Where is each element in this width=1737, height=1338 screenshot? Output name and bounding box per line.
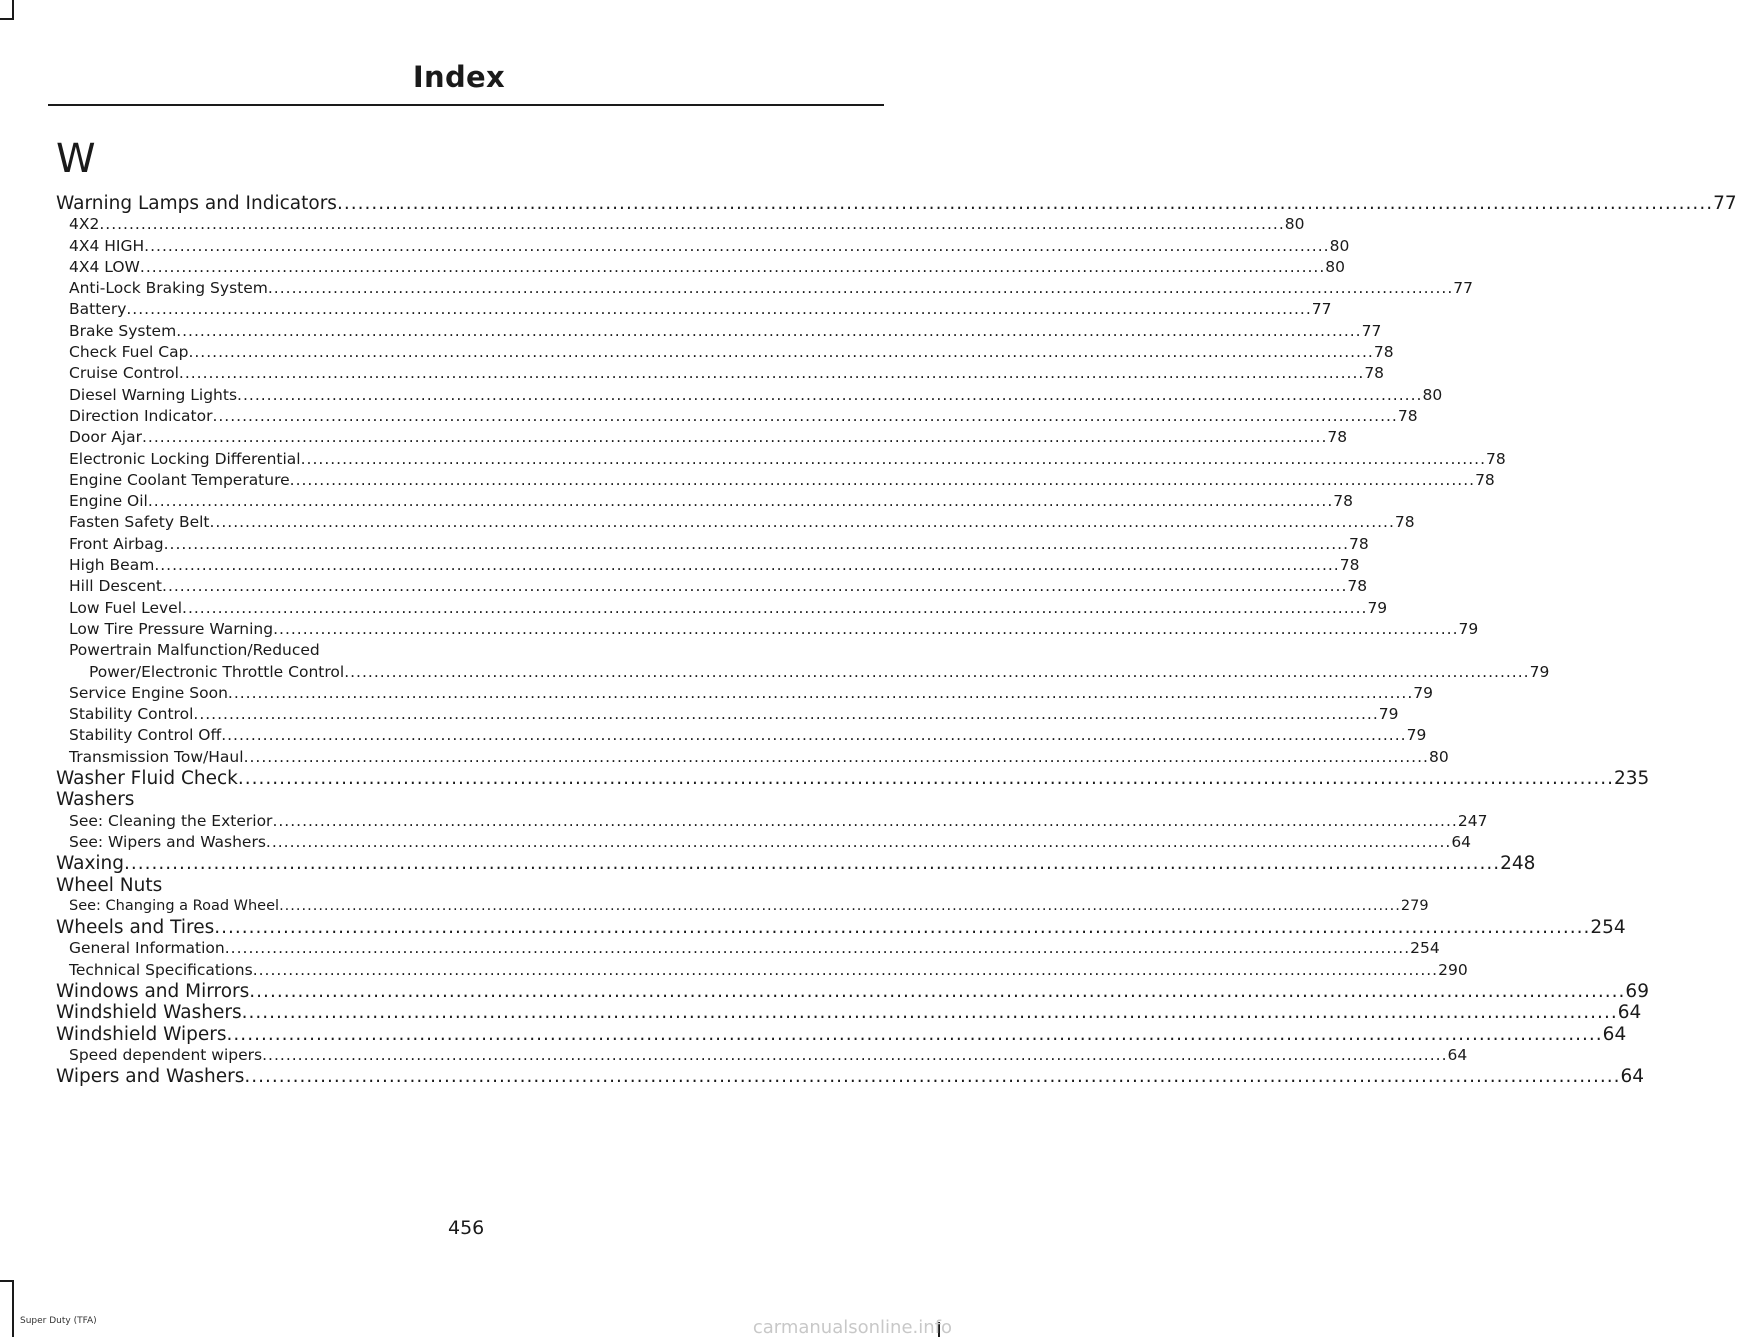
page-title: Index xyxy=(412,60,505,94)
index-entry xyxy=(56,512,1415,533)
dot-leader: ........................................................................................................................................................................................................ xyxy=(252,960,1439,979)
entry-term: Wipers and Washers xyxy=(56,1066,245,1088)
dot-leader: ........................................................................................................................................................................................................ xyxy=(99,215,1285,234)
entry-term: Hill Descent xyxy=(69,577,163,596)
index-entry xyxy=(56,832,1472,853)
entry-page[interactable]: 78 xyxy=(1333,492,1354,511)
entry-term: Warning Lamps and Indicators xyxy=(56,193,337,214)
entry-page[interactable]: 290 xyxy=(1438,960,1468,979)
index-entry xyxy=(56,342,1394,363)
entry-term: Front Airbag xyxy=(69,534,164,553)
dot-leader: ........................................................................................................................................................................................................ xyxy=(162,577,1348,596)
entry-term: Door Ajar xyxy=(69,428,142,447)
dot-leader: ........................................................................................................................................................................................................ xyxy=(139,257,1326,276)
entry-term: See: Changing a Road Wheel xyxy=(69,897,280,914)
entry-page[interactable]: 77 xyxy=(1311,300,1332,319)
entry-page[interactable]: 78 xyxy=(1339,556,1360,575)
index-entry xyxy=(56,789,445,810)
dot-leader: ........................................................................................................................................................................................................ xyxy=(243,747,1429,766)
entry-page[interactable]: 79 xyxy=(1378,705,1399,724)
index-entry xyxy=(56,640,445,661)
dot-leader: ........................................................................................................................................................................................................ xyxy=(289,470,1476,489)
dot-leader: ........................................................................................................................................................................................................ xyxy=(193,705,1379,724)
entry-page[interactable]: 64 xyxy=(1447,1045,1468,1064)
entry-term: High Beam xyxy=(69,556,155,575)
entry-term: General Information xyxy=(69,939,225,958)
index-entry xyxy=(56,1023,1627,1045)
dot-leader: ........................................................................................................................................................................................................ xyxy=(154,556,1340,575)
index-entry xyxy=(56,257,1346,278)
entry-page[interactable]: 64 xyxy=(1617,1002,1642,1024)
index-entry xyxy=(56,768,1650,790)
entry-page[interactable]: 78 xyxy=(1347,577,1368,596)
dot-leader: ........................................................................................................................................................................................................ xyxy=(182,598,1368,617)
index-entry xyxy=(56,960,1468,981)
dot-leader: ........................................................................................................................................................................................................ xyxy=(227,683,1414,702)
index-entry xyxy=(56,1066,1645,1088)
index-entry xyxy=(56,598,1388,619)
dot-leader: ........................................................................................................................................................................................................ xyxy=(262,1045,1448,1064)
entry-page[interactable]: 78 xyxy=(1364,364,1385,383)
entry-page[interactable]: 235 xyxy=(1613,768,1650,790)
entry-page[interactable]: 79 xyxy=(1529,662,1550,681)
entry-page[interactable]: 254 xyxy=(1590,917,1626,939)
dot-leader: ........................................................................................................................................................................................................ xyxy=(163,534,1349,553)
entry-page[interactable]: 78 xyxy=(1327,428,1348,447)
index-entry xyxy=(56,385,1443,406)
entry-term: Technical Specifications xyxy=(69,960,253,979)
entry-term: Low Tire Pressure Warning xyxy=(69,619,274,638)
dot-leader: ........................................................................................................................................................................................................ xyxy=(144,236,1330,255)
entry-page[interactable]: 78 xyxy=(1397,406,1418,425)
index-entries xyxy=(56,193,1737,1088)
entry-page[interactable]: 78 xyxy=(1486,449,1506,468)
entry-term: Windshield Washers xyxy=(56,1002,242,1024)
dot-leader: ........................................................................................................................................................................................................ xyxy=(176,321,1362,340)
entry-term: Waxing xyxy=(56,853,125,875)
dot-leader: ........................................................................................................................................................................................................ xyxy=(221,726,1407,745)
entry-term: Electronic Locking Differential xyxy=(69,449,301,468)
entry-page[interactable]: 77 xyxy=(1713,193,1737,214)
index-entry xyxy=(56,278,1473,299)
entry-page[interactable]: 80 xyxy=(1284,215,1305,234)
dot-leader: ........................................................................................................................................................................................................ xyxy=(124,853,1501,875)
entry-term: Fasten Safety Belt xyxy=(69,513,210,532)
entry-page[interactable]: 77 xyxy=(1453,279,1473,298)
dot-leader: ........................................................................................................................................................................................................ xyxy=(237,385,1423,404)
entry-page[interactable]: 248 xyxy=(1500,853,1536,875)
dot-leader: ........................................................................................................................................................................................................ xyxy=(224,939,1411,958)
entry-page[interactable]: 80 xyxy=(1329,236,1350,255)
entry-term: Powertrain Malfunction/Reduced xyxy=(69,641,320,660)
dot-leader: ........................................................................................................................................................................................................ xyxy=(300,449,1487,468)
entry-page[interactable]: 79 xyxy=(1406,726,1427,745)
crop-mark-top-left-h xyxy=(0,18,14,20)
index-entry xyxy=(56,896,1429,917)
dot-leader: ........................................................................................................................................................................................................ xyxy=(209,513,1395,532)
dot-leader: ........................................................................................................................................................................................................ xyxy=(267,279,1454,298)
entry-page[interactable]: 64 xyxy=(1602,1023,1627,1045)
dot-leader: ........................................................................................................................................................................................................ xyxy=(279,897,1401,914)
entry-page[interactable]: 78 xyxy=(1373,343,1394,362)
entry-page[interactable]: 64 xyxy=(1620,1066,1645,1088)
index-entry xyxy=(56,980,1649,1002)
entry-page[interactable]: 80 xyxy=(1422,385,1443,404)
index-entry xyxy=(56,406,1418,427)
entry-term: 4X2 xyxy=(69,215,100,234)
entry-term: Windows and Mirrors xyxy=(56,980,250,1002)
page-number: 456 xyxy=(448,1217,485,1239)
entry-term: Transmission Tow/Haul xyxy=(69,747,244,766)
dot-leader: ........................................................................................................................................................................................................ xyxy=(244,1066,1621,1088)
index-entry xyxy=(56,363,1385,384)
entry-page[interactable]: 77 xyxy=(1361,321,1382,340)
entry-page[interactable]: 78 xyxy=(1349,534,1369,553)
entry-term: See: Cleaning the Exterior xyxy=(69,811,273,830)
entry-page[interactable]: 79 xyxy=(1413,683,1434,702)
dot-leader: ........................................................................................................................................................................................................ xyxy=(241,1002,1618,1024)
index-entry xyxy=(56,747,1449,768)
crop-mark-bottom-left-v xyxy=(12,1280,14,1337)
entry-term: Low Fuel Level xyxy=(69,598,183,617)
dot-leader: ........................................................................................................................................................................................................ xyxy=(212,406,1398,425)
dot-leader: ........................................................................................................................................................................................................ xyxy=(141,428,1328,447)
index-entry xyxy=(56,193,1737,214)
index-entry xyxy=(56,576,1368,597)
entry-page[interactable]: 254 xyxy=(1410,939,1440,958)
entry-term: See: Wipers and Washers xyxy=(69,832,266,851)
entry-term: Brake System xyxy=(69,321,177,340)
index-entry xyxy=(56,299,1332,320)
header-rule xyxy=(48,104,884,106)
index-entry xyxy=(56,1045,1468,1066)
index-entry xyxy=(56,427,1348,448)
index-entry xyxy=(56,236,1350,257)
index-entry xyxy=(56,662,1550,683)
crop-mark-top-left-v xyxy=(12,0,14,18)
entry-term: Washers xyxy=(56,789,135,811)
entry-term: Wheel Nuts xyxy=(56,874,163,896)
dot-leader: ........................................................................................................................................................................................................ xyxy=(272,811,1458,830)
index-column xyxy=(56,135,1737,1088)
dot-leader: ........................................................................................................................................................................................................ xyxy=(237,768,1614,790)
dot-leader: ........................................................................................................................................................................................................ xyxy=(249,980,1626,1002)
entry-term: 4X4 HIGH xyxy=(69,236,145,255)
index-entry xyxy=(56,449,1506,470)
entry-term: Cruise Control xyxy=(69,364,179,383)
dot-leader: ........................................................................................................................................................................................................ xyxy=(178,364,1365,383)
entry-page[interactable]: 80 xyxy=(1428,747,1449,766)
entry-page[interactable]: 78 xyxy=(1475,470,1495,489)
dot-leader: ........................................................................................................................................................................................................ xyxy=(273,619,1459,638)
section-letter: W xyxy=(56,136,96,182)
entry-page[interactable]: 79 xyxy=(1367,598,1388,617)
entry-page[interactable]: 80 xyxy=(1325,257,1346,276)
index-entry xyxy=(56,853,1536,875)
entry-term: Windshield Wipers xyxy=(56,1023,227,1045)
index-entry xyxy=(56,321,1382,342)
crop-mark-bottom-left-h xyxy=(0,1280,14,1282)
entry-term: Battery xyxy=(69,300,127,319)
entry-term: Stability Control Off xyxy=(69,726,222,745)
dot-leader: ........................................................................................................................................................................................................ xyxy=(336,193,1714,214)
dot-leader: ........................................................................................................................................................................................................ xyxy=(344,662,1530,681)
index-entry xyxy=(56,917,1626,939)
entry-term: Power/Electronic Throttle Control xyxy=(89,662,345,681)
index-entry xyxy=(56,875,445,896)
dot-leader: ........................................................................................................................................................................................................ xyxy=(147,492,1334,511)
entry-term: Direction Indicator xyxy=(69,406,213,425)
entry-term: Speed dependent wipers xyxy=(69,1045,263,1064)
index-entry xyxy=(56,555,1360,576)
entry-page[interactable]: 79 xyxy=(1458,619,1479,638)
entry-term: Diesel Warning Lights xyxy=(69,385,238,404)
entry-term: Check Fuel Cap xyxy=(69,343,189,362)
entry-term: 4X4 LOW xyxy=(69,257,140,276)
entry-term: Anti-Lock Braking System xyxy=(69,279,268,298)
entry-term: Stability Control xyxy=(69,705,194,724)
dot-leader: ........................................................................................................................................................................................................ xyxy=(188,343,1374,362)
index-entry xyxy=(56,534,1369,555)
dot-leader: ........................................................................................................................................................................................................ xyxy=(214,917,1591,939)
entry-term: Service Engine Soon xyxy=(69,683,228,702)
index-entry xyxy=(56,725,1427,746)
dot-leader: ........................................................................................................................................................................................................ xyxy=(265,832,1452,851)
index-entry xyxy=(56,1002,1642,1024)
index-entry xyxy=(56,683,1434,704)
entry-term: Wheels and Tires xyxy=(56,917,215,939)
dot-leader: ........................................................................................................................................................................................................ xyxy=(126,300,1312,319)
dot-leader: ........................................................................................................................................................................................................ xyxy=(226,1023,1603,1045)
footer-model: Super Duty (TFA) xyxy=(20,1316,97,1326)
entry-page[interactable]: 247 xyxy=(1457,811,1488,830)
entry-page[interactable]: 69 xyxy=(1625,980,1649,1002)
index-entry xyxy=(56,491,1354,512)
index-entry xyxy=(56,470,1495,491)
entry-page[interactable]: 64 xyxy=(1451,832,1472,851)
entry-term: Engine Oil xyxy=(69,492,148,511)
index-entry xyxy=(56,619,1479,640)
index-entry xyxy=(56,938,1440,959)
index-entry xyxy=(56,704,1399,725)
watermark: carmanualsonline.info xyxy=(752,1317,952,1338)
index-entry xyxy=(56,811,1488,832)
entry-term: Washer Fluid Check xyxy=(56,768,238,790)
entry-page[interactable]: 78 xyxy=(1394,513,1415,532)
index-entry xyxy=(56,214,1305,235)
entry-page[interactable]: 279 xyxy=(1400,897,1429,914)
entry-term: Engine Coolant Temperature xyxy=(69,470,290,489)
